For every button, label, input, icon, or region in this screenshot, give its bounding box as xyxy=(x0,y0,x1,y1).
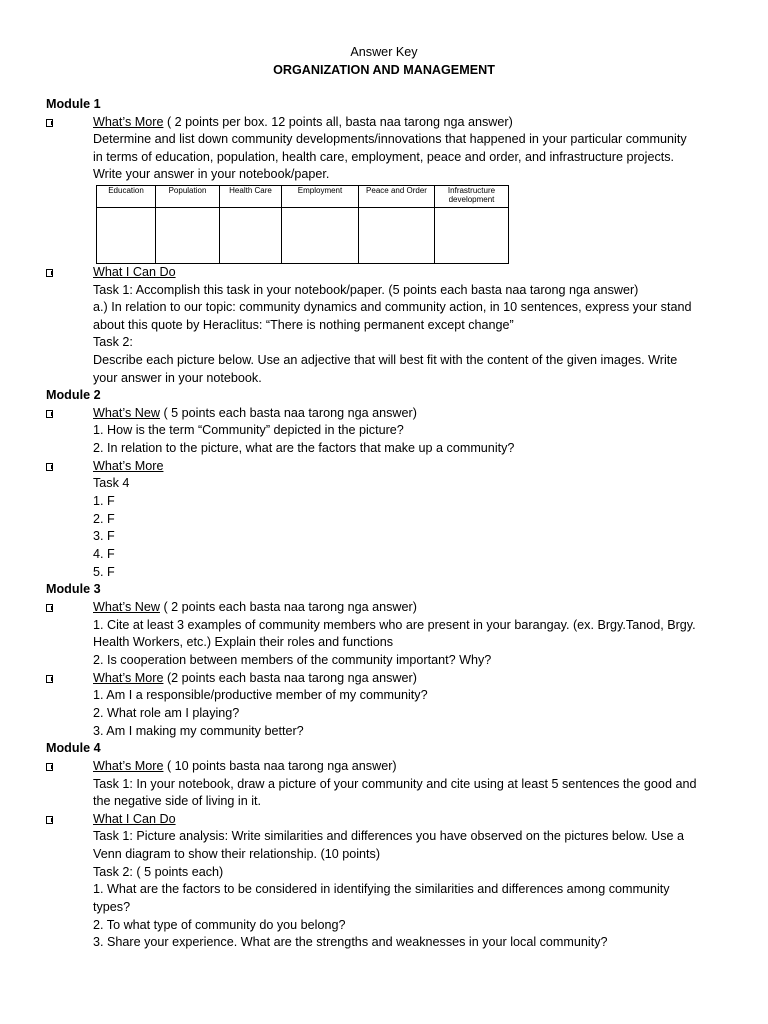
answer-item: 3. F xyxy=(93,529,115,543)
table-header: Infrastructure development xyxy=(435,186,509,208)
m1-what-i-can-do-link[interactable]: What I Can Do xyxy=(93,265,176,279)
m3-line: 1. Cite at least 3 examples of community members who are present in your barangay. (ex. Brgy.Tanod, Brgy. xyxy=(93,618,696,632)
m4-line: 3. Share your experience. What are the strengths and weaknesses in your local community? xyxy=(93,935,608,949)
table-cell xyxy=(156,208,220,264)
m3-line: 2. What role am I playing? xyxy=(93,706,240,720)
m4-line: Task 1: Picture analysis: Write similarities and differences you have observed on the pictures below. Use a xyxy=(93,829,685,843)
m1-line: Describe each picture below. Use an adjective that will best fit with the content of the given images. Write xyxy=(93,353,678,367)
m2-line: Task 4 xyxy=(93,476,130,490)
table-header: Education xyxy=(97,186,156,208)
table-cell xyxy=(220,208,282,264)
answer-item: 4. F xyxy=(93,547,115,561)
m3-whats-new-link[interactable]: What’s New xyxy=(93,600,160,614)
m3-line: 2. Is cooperation between members of the community important? Why? xyxy=(93,653,492,667)
bullet-icon xyxy=(46,410,53,418)
m4-line: Venn diagram to show their relationship. (10 points) xyxy=(93,847,381,861)
answer-item: 5. F xyxy=(93,565,115,579)
m1-line: in terms of education, population, health care, employment, peace and order, and infrastructure projects. xyxy=(93,150,675,164)
table-header: Population xyxy=(156,186,220,208)
m2-line: 2. In relation to the picture, what are the factors that make up a community? xyxy=(93,441,515,455)
m2-whats-more-link[interactable]: What’s More xyxy=(93,459,164,473)
m2-whats-new-link[interactable]: What’s New xyxy=(93,406,160,420)
bullet-icon xyxy=(46,675,53,683)
m1-line: Task 2: xyxy=(93,335,133,349)
m4-line: Task 2: ( 5 points each) xyxy=(93,865,224,879)
table-cell xyxy=(435,208,509,264)
m1-line: Task 1: Accomplish this task in your notebook/paper. (5 points each basta naa tarong nga answer) xyxy=(93,283,639,297)
bullet-icon xyxy=(46,463,53,471)
m1-line: Write your answer in your notebook/paper. xyxy=(93,167,330,181)
m1-line: about this quote by Heraclitus: “There is nothing permanent except change” xyxy=(93,318,514,332)
m1-line: Determine and list down community developments/innovations that happened in your particular community xyxy=(93,132,687,146)
module-2-title: Module 2 xyxy=(46,388,101,402)
bullet-icon xyxy=(46,816,53,824)
m4-line: Task 1: In your notebook, draw a picture of your community and cite using at least 5 sentences the good and xyxy=(93,777,697,791)
table-cell xyxy=(359,208,435,264)
m3-whats-more-note: (2 points each basta naa tarong nga answer) xyxy=(163,671,417,685)
doc-heading: Answer Key xyxy=(350,45,418,59)
module-4-title: Module 4 xyxy=(46,741,101,755)
doc-subheading: ORGANIZATION AND MANAGEMENT xyxy=(273,63,495,77)
table-header: Peace and Order xyxy=(359,186,435,208)
m3-whats-new-note: ( 2 points each basta naa tarong nga answer) xyxy=(159,600,417,614)
table-header: Health Care xyxy=(220,186,282,208)
bullet-icon xyxy=(46,269,53,277)
m4-what-i-can-do-link[interactable]: What I Can Do xyxy=(93,812,176,826)
m2-line: 1. How is the term “Community” depicted in the picture? xyxy=(93,423,404,437)
m2-whats-new-note: ( 5 points each basta naa tarong nga answer) xyxy=(159,406,417,420)
bullet-icon xyxy=(46,604,53,612)
answer-item: 2. F xyxy=(93,512,115,526)
m4-line: types? xyxy=(93,900,131,914)
bullet-icon xyxy=(46,763,53,771)
answer-item: 1. F xyxy=(93,494,115,508)
bullet-icon xyxy=(46,119,53,127)
table-cell xyxy=(97,208,156,264)
m1-line: a.) In relation to our topic: community dynamics and community action, in 10 sentences, express your stand xyxy=(93,300,692,314)
m4-line: the negative side of living in it. xyxy=(93,794,262,808)
m3-line: 3. Am I making my community better? xyxy=(93,724,304,738)
m4-whats-more-link[interactable]: What’s More xyxy=(93,759,164,773)
community-developments-table xyxy=(96,185,509,264)
m4-whats-more-note: ( 10 points basta naa tarong nga answer) xyxy=(163,759,397,773)
m2-whats-new xyxy=(93,405,417,422)
m1-whats-more xyxy=(93,114,513,131)
m3-whats-new xyxy=(93,599,417,616)
m4-line: 2. To what type of community do you belong? xyxy=(93,918,346,932)
table-header: Employment xyxy=(282,186,359,208)
m4-whats-more xyxy=(93,758,397,775)
table-cell xyxy=(282,208,359,264)
m1-line: your answer in your notebook. xyxy=(93,371,262,385)
m3-line: Health Workers, etc.) Explain their roles and functions xyxy=(93,635,394,649)
m3-whats-more-link[interactable]: What’s More xyxy=(93,671,164,685)
m1-whats-more-link[interactable]: What’s More xyxy=(93,115,164,129)
m3-line: 1. Am I a responsible/productive member of my community? xyxy=(93,688,428,702)
m1-whats-more-note: ( 2 points per box. 12 points all, basta naa tarong nga answer) xyxy=(163,115,513,129)
m4-line: 1. What are the factors to be considered in identifying the similarities and differences among community xyxy=(93,882,670,896)
m3-whats-more xyxy=(93,670,417,687)
module-3-title: Module 3 xyxy=(46,582,101,596)
module-1-title: Module 1 xyxy=(46,97,101,111)
